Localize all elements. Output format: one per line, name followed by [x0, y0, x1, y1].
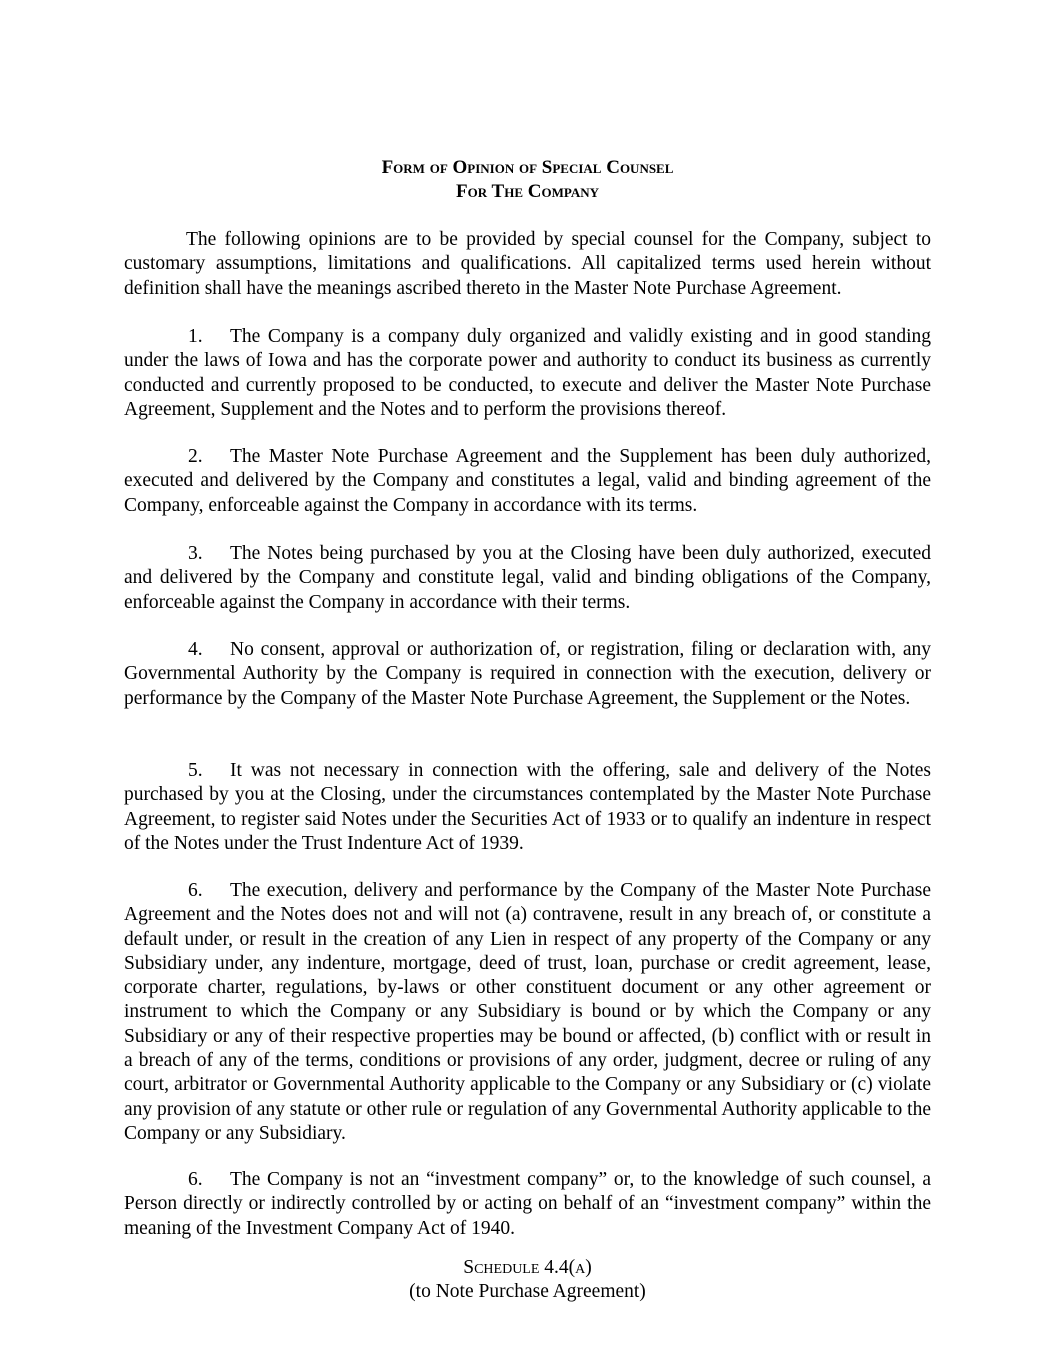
opinion-paragraph-7 [124, 1168, 931, 1241]
paragraph-text: The Company is not an “investment company” or, to the knowledge of such counsel, a Person directly or indirectly controlled by or acting on behalf of an “investment company” within the meaning of the Investment Company Act of 1940. [124, 1169, 931, 1239]
paragraph-number: 6. [188, 880, 203, 901]
paragraph-number: 3. [188, 543, 203, 564]
opinion-paragraph-3 [124, 542, 931, 615]
schedule-sublabel: (to Note Purchase Agreement) [409, 1281, 646, 1302]
opinion-paragraph-6 [124, 879, 931, 1146]
paragraph-text: The Master Note Purchase Agreement and the Supplement has been duly authorized, executed and delivered by the Company and constitutes a legal, valid and binding agreement of the Company, enforceable against the Company in accordance with its terms. [124, 446, 931, 516]
opinion-paragraph-1 [124, 325, 931, 422]
paragraph-number: 2. [188, 446, 203, 467]
paragraph-text: No consent, approval or authorization of, or registration, filing or declaration with, any Governmental Authority by the Company is required in connection with the execution, delivery or performance by the Company of the Master Note Purchase Agreement, the Supplement or the Notes. [124, 639, 931, 709]
document-subtitle: For The Company [456, 181, 599, 202]
opinion-paragraph-2 [124, 445, 931, 518]
paragraph-text: The Notes being purchased by you at the Closing have been duly authorized, executed and delivered by the Company and constitute legal, valid and binding obligations of the Company, enforceable against the Company in accordance with their terms. [124, 543, 931, 613]
paragraph-number: 1. [188, 326, 203, 347]
paragraph-text: The execution, delivery and performance by the Company of the Master Note Purchase Agreement and the Notes does not and will not (a) contravene, result in any breach of, or constitute a default under, or result in the creation of any Lien in respect of any property of the Company or any Subsidiary under, any indenture, mortgage, deed of trust, loan, purchase or credit agreement, lease, corporate charter, regulations, by-laws or other constituent document or any other agreement or instrument to which the Company or any Subsidiary is bound or by which the Company or any Subsidiary or any of their respective properties may be bound or affected, (b) conflict with or result in a breach of any of the terms, conditions or provisions of any order, judgment, decree or ruling of any court, arbitrator or Governmental Authority applicable to the Company or any Subsidiary or (c) violate any provision of any statute or other rule or regulation of any Governmental Authority applicable to the Company or any Subsidiary. [124, 880, 931, 1144]
document-page [124, 0, 931, 1365]
intro-paragraph: The following opinions are to be provided by special counsel for the Company, subject to customary assumptions, limitations and qualifications. All capitalized terms used herein without definition shall have the meanings ascribed thereto in the Master Note Purchase Agreement. [124, 229, 931, 299]
paragraph-number: 5. [188, 760, 203, 781]
document-title: Form of Opinion of Special Counsel [381, 157, 674, 178]
paragraph-number: 4. [188, 639, 203, 660]
schedule-label: Schedule 4.4(a) [463, 1257, 592, 1278]
paragraph-text: The Company is a company duly organized and validly existing and in good standing under the laws of Iowa and has the corporate power and authority to conduct its business as currently conducted and currently proposed to be conducted, to execute and deliver the Master Note Purchase Agreement, Supplement and the Notes and to perform the provisions thereof. [124, 326, 931, 420]
opinion-paragraph-5 [124, 759, 931, 856]
paragraph-number: 6. [188, 1169, 203, 1190]
paragraph-text: It was not necessary in connection with the offering, sale and delivery of the Notes purchased by you at the Closing, under the circumstances contemplated by the Master Note Purchase Agreement, to register said Notes under the Securities Act of 1933 or to qualify an indenture in respect of the Notes under the Trust Indenture Act of 1939. [124, 760, 931, 854]
opinion-paragraph-4 [124, 638, 931, 711]
